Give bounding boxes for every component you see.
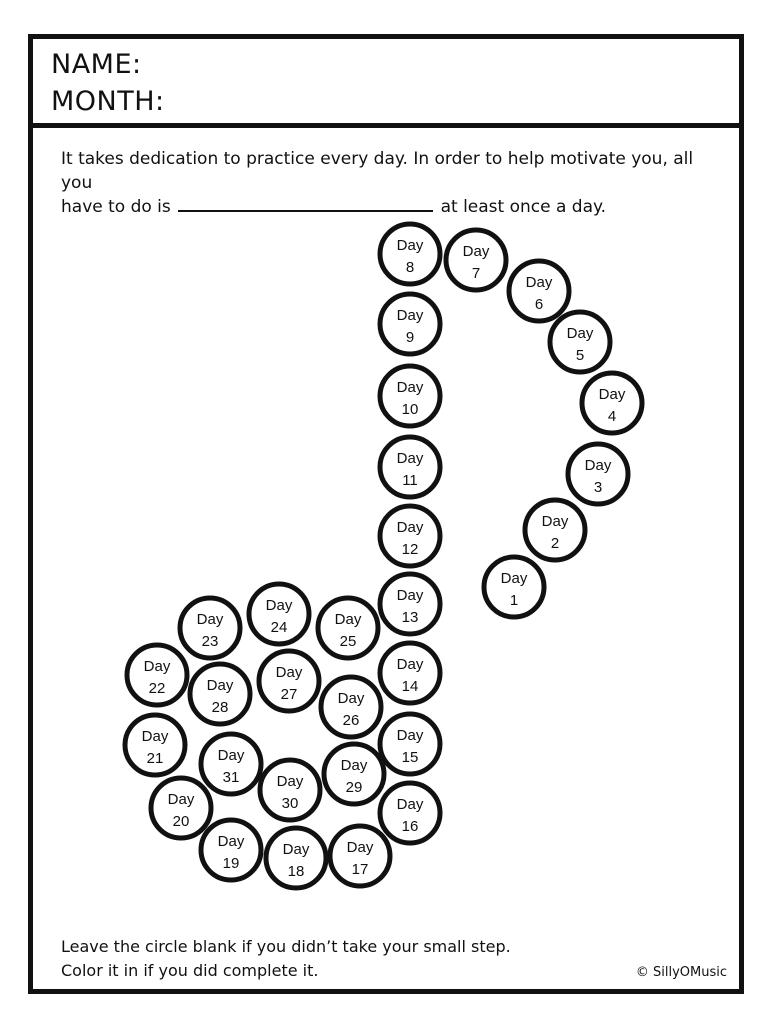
name-label: NAME:: [51, 49, 142, 80]
day-number-label: 25: [339, 633, 357, 650]
day-circle-5[interactable]: [550, 312, 610, 372]
day-circle-3[interactable]: [568, 444, 628, 504]
instructions-line-2-end: at least once a day.: [440, 197, 607, 217]
day-circle-21[interactable]: [125, 715, 185, 775]
day-number-label: 10: [401, 401, 419, 418]
day-word-label: Day: [282, 841, 310, 858]
day-word-label: Day: [598, 386, 626, 403]
day-number-label: 3: [593, 479, 603, 496]
day-word-label: Day: [396, 587, 424, 604]
instructions-line-1: It takes dedication to practice every day. In order to help motivate you, all you: [61, 149, 694, 193]
day-number-label: 20: [172, 813, 190, 830]
day-number-label: 1: [509, 592, 519, 609]
day-circle-10[interactable]: [380, 366, 440, 426]
day-circle-16[interactable]: [380, 783, 440, 843]
day-circle-28[interactable]: [190, 664, 250, 724]
day-circle-19[interactable]: [201, 820, 261, 880]
day-word-label: Day: [217, 747, 245, 764]
month-label: MONTH:: [51, 86, 165, 117]
instructions-line-2-start: have to do is: [61, 197, 171, 217]
day-number-label: 24: [270, 619, 288, 636]
day-circle-15[interactable]: [380, 714, 440, 774]
day-circle-23[interactable]: [180, 598, 240, 658]
day-word-label: Day: [276, 773, 304, 790]
day-word-label: Day: [265, 597, 293, 614]
day-circle-7[interactable]: [446, 230, 506, 290]
day-word-label: Day: [566, 325, 594, 342]
day-word-label: Day: [396, 656, 424, 673]
day-word-label: Day: [500, 570, 528, 587]
day-word-label: Day: [396, 727, 424, 744]
day-number-label: 29: [345, 779, 363, 796]
day-number-label: 18: [287, 863, 305, 880]
day-number-label: 31: [222, 769, 240, 786]
day-number-label: 30: [281, 795, 299, 812]
day-word-label: Day: [396, 237, 424, 254]
day-number-label: 23: [201, 633, 219, 650]
day-word-label: Day: [396, 450, 424, 467]
day-number-label: 15: [401, 749, 419, 766]
day-circle-31[interactable]: [201, 734, 261, 794]
day-circle-2[interactable]: [525, 500, 585, 560]
day-circle-6[interactable]: [509, 261, 569, 321]
day-word-label: Day: [396, 379, 424, 396]
day-number-label: 19: [222, 855, 240, 872]
day-word-label: Day: [275, 664, 303, 681]
day-word-label: Day: [143, 658, 171, 675]
day-word-label: Day: [541, 513, 569, 530]
day-word-label: Day: [525, 274, 553, 291]
day-circle-8[interactable]: [380, 224, 440, 284]
day-word-label: Day: [217, 833, 245, 850]
day-word-label: Day: [396, 307, 424, 324]
day-circle-1[interactable]: [484, 557, 544, 617]
day-number-label: 7: [471, 265, 481, 282]
day-circle-13[interactable]: [380, 574, 440, 634]
footer-line-1: Leave the circle blank if you didn’t take your small step.: [61, 937, 511, 956]
day-number-label: 9: [405, 329, 415, 346]
day-number-label: 17: [351, 861, 369, 878]
day-word-label: Day: [340, 757, 368, 774]
day-word-label: Day: [196, 611, 224, 628]
day-circle-29[interactable]: [324, 744, 384, 804]
day-circle-26[interactable]: [321, 677, 381, 737]
day-number-label: 5: [575, 347, 585, 364]
day-number-label: 26: [342, 712, 360, 729]
day-word-label: Day: [334, 611, 362, 628]
day-word-label: Day: [584, 457, 612, 474]
footer-line-2: Color it in if you did complete it.: [61, 961, 319, 980]
day-number-label: 4: [607, 408, 617, 425]
day-circle-24[interactable]: [249, 584, 309, 644]
day-word-label: Day: [167, 791, 195, 808]
day-circle-17[interactable]: [330, 826, 390, 886]
day-word-label: Day: [396, 796, 424, 813]
day-word-label: Day: [462, 243, 490, 260]
day-circle-14[interactable]: [380, 643, 440, 703]
day-number-label: 22: [148, 680, 166, 697]
day-number-label: 13: [401, 609, 419, 626]
day-circle-4[interactable]: [582, 373, 642, 433]
day-word-label: Day: [206, 677, 234, 694]
day-word-label: Day: [346, 839, 374, 856]
day-number-label: 2: [550, 535, 560, 552]
day-number-label: 12: [401, 541, 419, 558]
day-number-label: 6: [534, 296, 544, 313]
day-number-label: 28: [211, 699, 229, 716]
day-circle-20[interactable]: [151, 778, 211, 838]
day-word-label: Day: [396, 519, 424, 536]
day-circle-18[interactable]: [266, 828, 326, 888]
day-number-label: 21: [146, 750, 164, 767]
copyright: © SillyOMusic: [635, 965, 727, 980]
day-number-label: 14: [401, 678, 419, 695]
day-circle-27[interactable]: [259, 651, 319, 711]
day-word-label: Day: [337, 690, 365, 707]
day-circle-22[interactable]: [127, 645, 187, 705]
day-word-label: Day: [141, 728, 169, 745]
day-number-label: 27: [280, 686, 298, 703]
day-circle-30[interactable]: [260, 760, 320, 820]
day-number-label: 16: [401, 818, 419, 835]
day-circle-9[interactable]: [380, 294, 440, 354]
day-circle-11[interactable]: [380, 437, 440, 497]
day-circle-25[interactable]: [318, 598, 378, 658]
day-number-label: 8: [405, 259, 415, 276]
day-circle-12[interactable]: [380, 506, 440, 566]
day-number-label: 11: [402, 472, 418, 489]
